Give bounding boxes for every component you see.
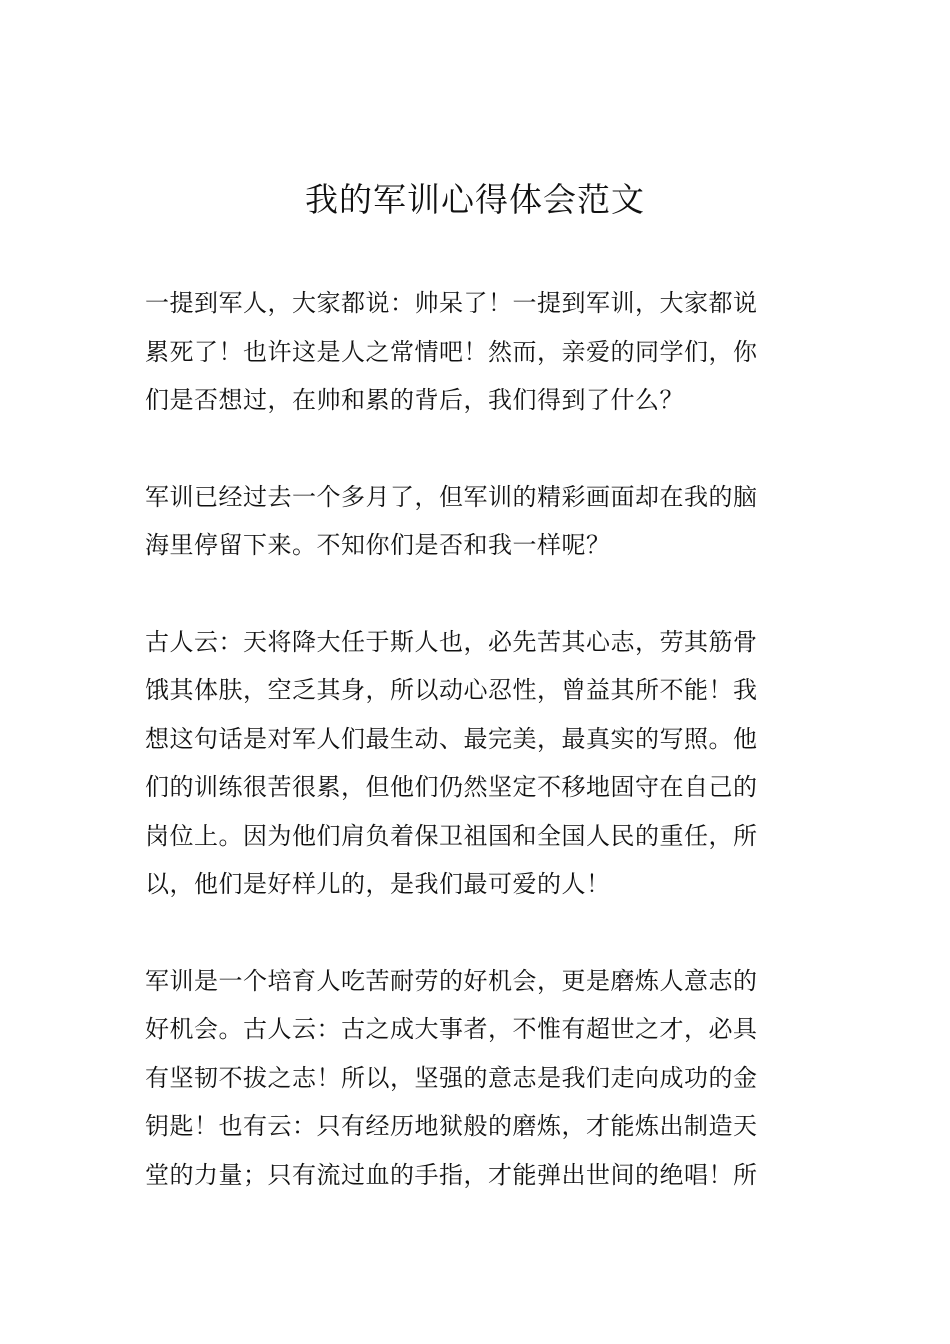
paragraph-line: 累死了！也许这是人之常情吧！然而，亲爱的同学们，你 bbox=[145, 337, 758, 366]
paragraph-line: 军训是一个培育人吃苦耐劳的好机会，更是磨炼人意志的 bbox=[145, 966, 758, 995]
document-title: 我的军训心得体会范文 bbox=[305, 180, 645, 219]
paragraph-line: 军训已经过去一个多月了，但军训的精彩画面却在我的脑 bbox=[145, 482, 758, 511]
paragraph-line: 岗位上。因为他们肩负着保卫祖国和全国人民的重任，所 bbox=[145, 821, 758, 850]
paragraph-line: 们的训练很苦很累，但他们仍然坚定不移地固守在自己的 bbox=[145, 773, 758, 801]
paragraph-1 bbox=[145, 279, 810, 425]
paragraph-2 bbox=[145, 473, 810, 570]
document-body bbox=[145, 279, 810, 1247]
paragraph-line: 海里停留下来。不知你们是否和我一样呢？ bbox=[145, 531, 611, 559]
paragraph-line: 一提到军人，大家都说：帅呆了！一提到军训，大家都说 bbox=[145, 289, 758, 317]
paragraph-line: 以，他们是好样儿的，是我们最可爱的人！ bbox=[145, 870, 611, 898]
paragraph-line: 古人云：天将降大任于斯人也，必先苦其心志，劳其筋骨 bbox=[145, 627, 758, 656]
paragraph-3 bbox=[145, 618, 810, 909]
paragraph-line: 钥匙！也有云：只有经历地狱般的磨炼，才能炼出制造天 bbox=[145, 1112, 758, 1140]
paragraph-line: 好机会。古人云：古之成大事者，不惟有超世之才，必具 bbox=[145, 1015, 758, 1043]
paragraph-line: 有坚韧不拔之志！所以，坚强的意志是我们走向成功的金 bbox=[145, 1063, 758, 1092]
paragraph-line: 们是否想过，在帅和累的背后，我们得到了什么？ bbox=[145, 386, 684, 414]
paragraph-line: 饿其体肤，空乏其身，所以动心忍性，曾益其所不能！我 bbox=[145, 676, 758, 704]
paragraph-line: 想这句话是对军人们最生动、最完美，最真实的写照。他 bbox=[145, 724, 758, 753]
paragraph-line: 堂的力量；只有流过血的手指，才能弹出世间的绝唱！所 bbox=[145, 1160, 758, 1189]
paragraph-4 bbox=[145, 957, 810, 1200]
